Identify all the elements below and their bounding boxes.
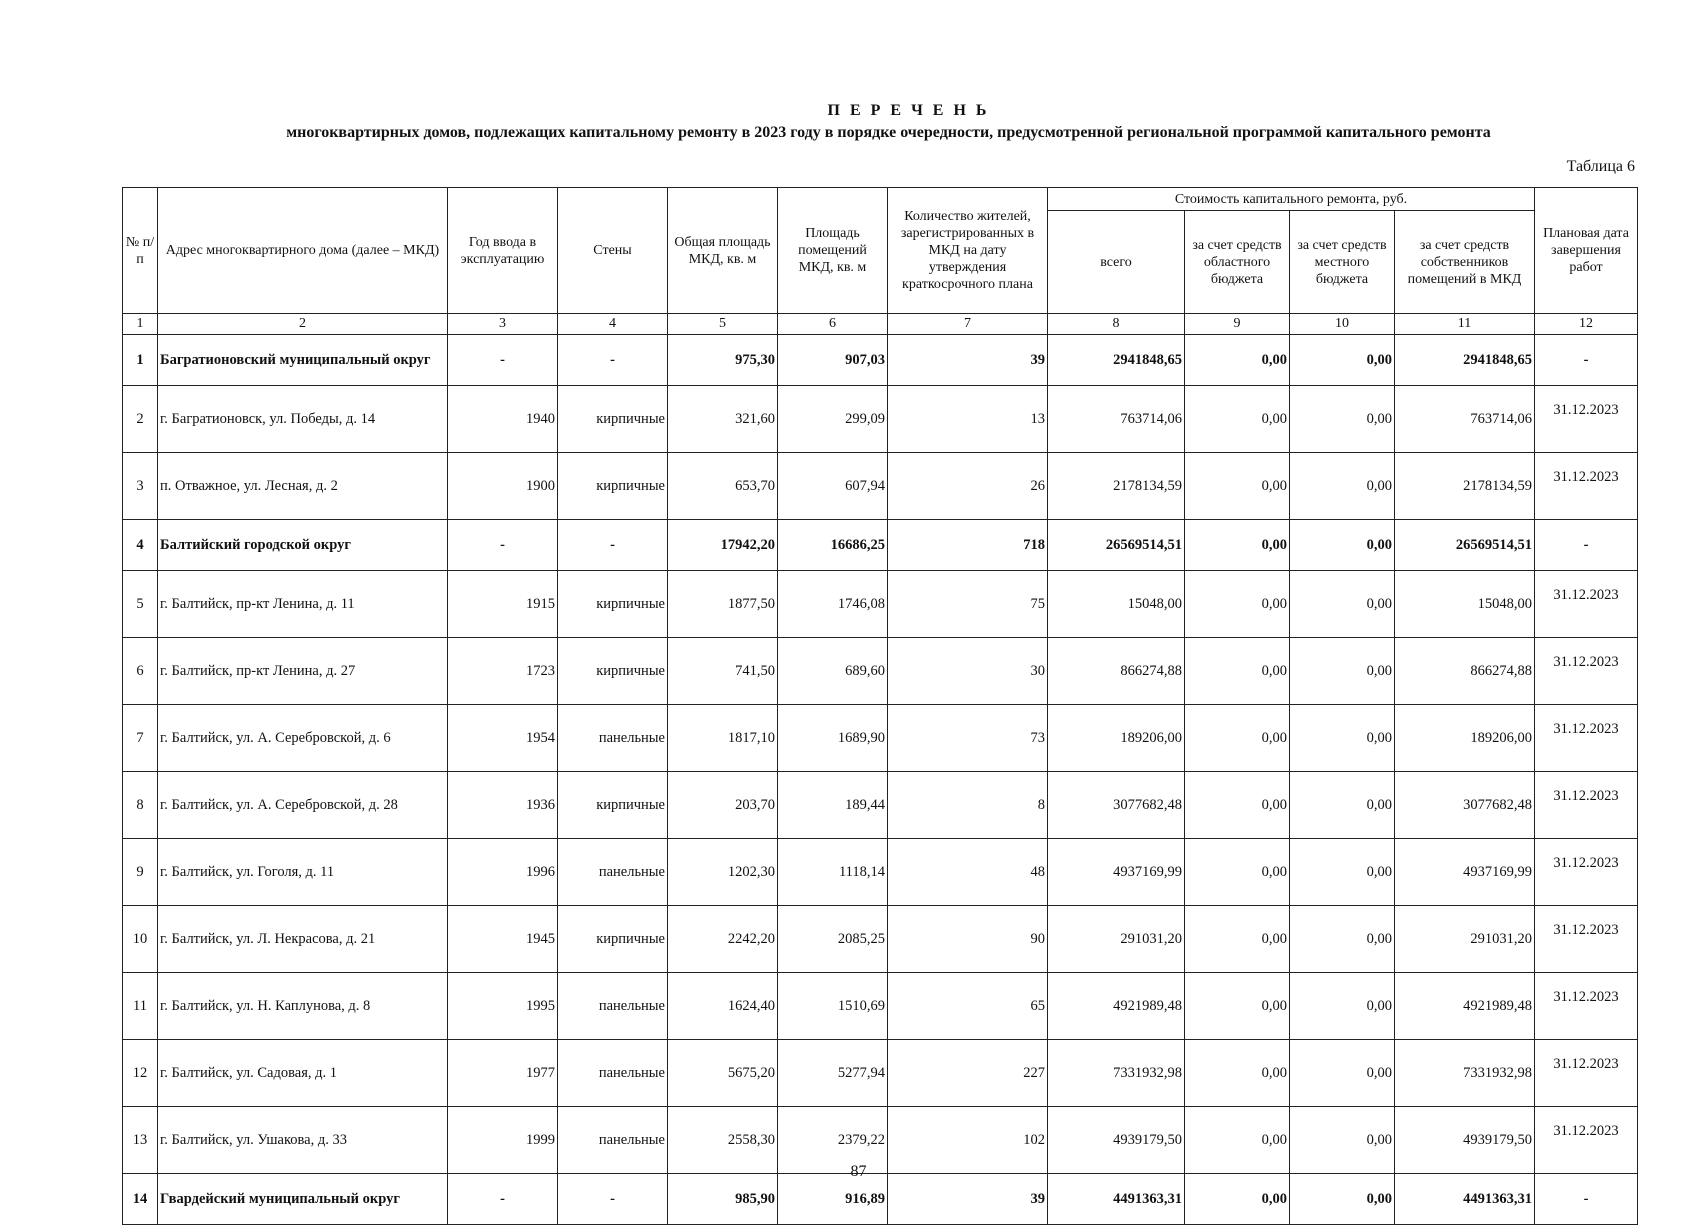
header-walls: Стены	[558, 188, 668, 314]
year-cell: 1723	[448, 638, 558, 705]
column-number: 9	[1185, 314, 1290, 335]
column-number: 2	[158, 314, 448, 335]
column-number-row	[123, 314, 1638, 335]
address-cell: Балтийский городской округ	[158, 520, 448, 571]
residents-cell: 90	[888, 906, 1048, 973]
cost-local-cell: 0,00	[1290, 335, 1395, 386]
header-cost-regional: за счет средств областного бюджета	[1185, 211, 1290, 314]
completion-date-cell: 31.12.2023	[1535, 638, 1638, 705]
cost-local-cell: 0,00	[1290, 1040, 1395, 1107]
cost-local-cell: 0,00	[1290, 1174, 1395, 1225]
completion-date-cell: 31.12.2023	[1535, 386, 1638, 453]
year-cell: 1936	[448, 772, 558, 839]
cost-local-cell: 0,00	[1290, 705, 1395, 772]
premises-area-cell: 5277,94	[778, 1040, 888, 1107]
total-area-cell: 1624,40	[668, 973, 778, 1040]
year-cell: -	[448, 335, 558, 386]
cost-total-cell: 4921989,48	[1048, 973, 1185, 1040]
cost-total-cell: 763714,06	[1048, 386, 1185, 453]
completion-date-cell: 31.12.2023	[1535, 772, 1638, 839]
walls-cell: панельные	[558, 1107, 668, 1174]
header-number: № п/п	[123, 188, 158, 314]
row-number: 4	[123, 520, 158, 571]
walls-cell: -	[558, 520, 668, 571]
header-cost-owners: за счет средств собственников помещений в МКД	[1395, 211, 1535, 314]
row-number: 9	[123, 839, 158, 906]
table-row	[123, 839, 1638, 906]
residents-cell: 227	[888, 1040, 1048, 1107]
residents-cell: 65	[888, 973, 1048, 1040]
cost-regional-cell: 0,00	[1185, 839, 1290, 906]
table-row	[123, 906, 1638, 973]
walls-cell: кирпичные	[558, 453, 668, 520]
cost-local-cell: 0,00	[1290, 1107, 1395, 1174]
table-row-district	[123, 1174, 1638, 1225]
premises-area-cell: 2379,22	[778, 1107, 888, 1174]
cost-total-cell: 4939179,50	[1048, 1107, 1185, 1174]
completion-date-cell: 31.12.2023	[1535, 1107, 1638, 1174]
cost-owners-cell: 2178134,59	[1395, 453, 1535, 520]
walls-cell: панельные	[558, 973, 668, 1040]
column-number: 5	[668, 314, 778, 335]
column-number: 8	[1048, 314, 1185, 335]
repair-list-table	[122, 187, 1638, 1225]
column-number: 12	[1535, 314, 1638, 335]
cost-total-cell: 7331932,98	[1048, 1040, 1185, 1107]
table-row	[123, 705, 1638, 772]
total-area-cell: 653,70	[668, 453, 778, 520]
total-area-cell: 1877,50	[668, 571, 778, 638]
address-cell: г. Балтийск, ул. Ушакова, д. 33	[158, 1107, 448, 1174]
address-cell: г. Балтийск, пр-кт Ленина, д. 11	[158, 571, 448, 638]
column-number: 6	[778, 314, 888, 335]
table-row	[123, 453, 1638, 520]
address-cell: Багратионовский муниципальный округ	[158, 335, 448, 386]
cost-owners-cell: 2941848,65	[1395, 335, 1535, 386]
document-title: П Е Р Е Ч Е Н Ь	[827, 102, 990, 119]
row-number: 11	[123, 973, 158, 1040]
header-cost-local: за счет средств местного бюджета	[1290, 211, 1395, 314]
completion-date-cell: 31.12.2023	[1535, 453, 1638, 520]
cost-owners-cell: 7331932,98	[1395, 1040, 1535, 1107]
column-number: 10	[1290, 314, 1395, 335]
column-number: 3	[448, 314, 558, 335]
page-number: 87	[850, 1163, 867, 1180]
row-number: 14	[123, 1174, 158, 1225]
cost-total-cell: 4937169,99	[1048, 839, 1185, 906]
address-cell: г. Балтийск, пр-кт Ленина, д. 27	[158, 638, 448, 705]
year-cell: 1954	[448, 705, 558, 772]
cost-total-cell: 4491363,31	[1048, 1174, 1185, 1225]
total-area-cell: 741,50	[668, 638, 778, 705]
table-row-district	[123, 335, 1638, 386]
header-year: Год ввода в эксплуатацию	[448, 188, 558, 314]
cost-owners-cell: 15048,00	[1395, 571, 1535, 638]
cost-local-cell: 0,00	[1290, 839, 1395, 906]
row-number: 5	[123, 571, 158, 638]
completion-date-cell: 31.12.2023	[1535, 839, 1638, 906]
year-cell: 1940	[448, 386, 558, 453]
walls-cell: кирпичные	[558, 906, 668, 973]
residents-cell: 39	[888, 1174, 1048, 1225]
residents-cell: 26	[888, 453, 1048, 520]
cost-local-cell: 0,00	[1290, 453, 1395, 520]
address-cell: г. Багратионовск, ул. Победы, д. 14	[158, 386, 448, 453]
total-area-cell: 1202,30	[668, 839, 778, 906]
cost-owners-cell: 26569514,51	[1395, 520, 1535, 571]
column-number: 1	[123, 314, 158, 335]
total-area-cell: 975,30	[668, 335, 778, 386]
address-cell: Гвардейский муниципальный округ	[158, 1174, 448, 1225]
document-subtitle: многоквартирных домов, подлежащих капитальному ремонту в 2023 году в порядке очередности, предусмотренной региональной программой капитального ремонта	[286, 124, 1491, 141]
completion-date-cell: 31.12.2023	[1535, 571, 1638, 638]
cost-regional-cell: 0,00	[1185, 571, 1290, 638]
total-area-cell: 2558,30	[668, 1107, 778, 1174]
residents-cell: 102	[888, 1107, 1048, 1174]
row-number: 1	[123, 335, 158, 386]
cost-total-cell: 26569514,51	[1048, 520, 1185, 571]
cost-local-cell: 0,00	[1290, 772, 1395, 839]
walls-cell: панельные	[558, 839, 668, 906]
walls-cell: -	[558, 1174, 668, 1225]
total-area-cell: 5675,20	[668, 1040, 778, 1107]
total-area-cell: 17942,20	[668, 520, 778, 571]
residents-cell: 30	[888, 638, 1048, 705]
cost-owners-cell: 866274,88	[1395, 638, 1535, 705]
premises-area-cell: 607,94	[778, 453, 888, 520]
header-address: Адрес многоквартирного дома (далее – МКД)	[158, 188, 448, 314]
row-number: 13	[123, 1107, 158, 1174]
cost-local-cell: 0,00	[1290, 571, 1395, 638]
cost-regional-cell: 0,00	[1185, 973, 1290, 1040]
total-area-cell: 203,70	[668, 772, 778, 839]
row-number: 10	[123, 906, 158, 973]
column-number: 7	[888, 314, 1048, 335]
walls-cell: кирпичные	[558, 386, 668, 453]
cost-regional-cell: 0,00	[1185, 335, 1290, 386]
cost-owners-cell: 4491363,31	[1395, 1174, 1535, 1225]
year-cell: 1995	[448, 973, 558, 1040]
cost-local-cell: 0,00	[1290, 973, 1395, 1040]
completion-date-cell: 31.12.2023	[1535, 906, 1638, 973]
completion-date-cell: 31.12.2023	[1535, 1040, 1638, 1107]
year-cell: 1900	[448, 453, 558, 520]
address-cell: г. Балтийск, ул. Гоголя, д. 11	[158, 839, 448, 906]
walls-cell: панельные	[558, 705, 668, 772]
premises-area-cell: 1118,14	[778, 839, 888, 906]
cost-regional-cell: 0,00	[1185, 520, 1290, 571]
premises-area-cell: 1689,90	[778, 705, 888, 772]
premises-area-cell: 1746,08	[778, 571, 888, 638]
table-row	[123, 571, 1638, 638]
header-premises-area: Площадь помещений МКД, кв. м	[778, 188, 888, 314]
walls-cell: кирпичные	[558, 638, 668, 705]
table-row-district	[123, 520, 1638, 571]
cost-owners-cell: 4939179,50	[1395, 1107, 1535, 1174]
premises-area-cell: 16686,25	[778, 520, 888, 571]
table-row	[123, 772, 1638, 839]
year-cell: 1996	[448, 839, 558, 906]
total-area-cell: 2242,20	[668, 906, 778, 973]
row-number: 6	[123, 638, 158, 705]
column-number: 11	[1395, 314, 1535, 335]
table-row	[123, 386, 1638, 453]
table-label: Таблица 6	[1566, 158, 1635, 175]
residents-cell: 48	[888, 839, 1048, 906]
total-area-cell: 1817,10	[668, 705, 778, 772]
cost-local-cell: 0,00	[1290, 638, 1395, 705]
residents-cell: 8	[888, 772, 1048, 839]
cost-owners-cell: 291031,20	[1395, 906, 1535, 973]
premises-area-cell: 916,89	[778, 1174, 888, 1225]
address-cell: г. Балтийск, ул. Н. Каплунова, д. 8	[158, 973, 448, 1040]
total-area-cell: 321,60	[668, 386, 778, 453]
year-cell: -	[448, 1174, 558, 1225]
completion-date-cell: 31.12.2023	[1535, 973, 1638, 1040]
cost-total-cell: 189206,00	[1048, 705, 1185, 772]
cost-total-cell: 866274,88	[1048, 638, 1185, 705]
cost-total-cell: 15048,00	[1048, 571, 1185, 638]
premises-area-cell: 689,60	[778, 638, 888, 705]
cost-regional-cell: 0,00	[1185, 453, 1290, 520]
cost-total-cell: 2941848,65	[1048, 335, 1185, 386]
residents-cell: 73	[888, 705, 1048, 772]
column-number: 4	[558, 314, 668, 335]
premises-area-cell: 189,44	[778, 772, 888, 839]
header-cost-group: Стоимость капитального ремонта, руб.	[1048, 188, 1535, 211]
residents-cell: 718	[888, 520, 1048, 571]
table-row	[123, 973, 1638, 1040]
residents-cell: 75	[888, 571, 1048, 638]
table-row	[123, 638, 1638, 705]
cost-local-cell: 0,00	[1290, 520, 1395, 571]
walls-cell: кирпичные	[558, 571, 668, 638]
address-cell: п. Отважное, ул. Лесная, д. 2	[158, 453, 448, 520]
row-number: 3	[123, 453, 158, 520]
header-row	[123, 188, 1638, 211]
address-cell: г. Балтийск, ул. Садовая, д. 1	[158, 1040, 448, 1107]
completion-date-cell: 31.12.2023	[1535, 705, 1638, 772]
cost-regional-cell: 0,00	[1185, 1174, 1290, 1225]
walls-cell: -	[558, 335, 668, 386]
table-row	[123, 1040, 1638, 1107]
completion-date-cell: -	[1535, 335, 1638, 386]
row-number: 2	[123, 386, 158, 453]
cost-owners-cell: 189206,00	[1395, 705, 1535, 772]
cost-regional-cell: 0,00	[1185, 772, 1290, 839]
header-completion-date: Плановая дата завершения работ	[1535, 188, 1638, 314]
row-number: 7	[123, 705, 158, 772]
header-residents: Количество жителей, зарегистрированных в МКД на дату утверждения краткосрочного плана	[888, 188, 1048, 314]
year-cell: 1915	[448, 571, 558, 638]
cost-owners-cell: 763714,06	[1395, 386, 1535, 453]
cost-total-cell: 2178134,59	[1048, 453, 1185, 520]
residents-cell: 13	[888, 386, 1048, 453]
address-cell: г. Балтийск, ул. А. Серебровской, д. 6	[158, 705, 448, 772]
cost-owners-cell: 4921989,48	[1395, 973, 1535, 1040]
cost-regional-cell: 0,00	[1185, 386, 1290, 453]
address-cell: г. Балтийск, ул. Л. Некрасова, д. 21	[158, 906, 448, 973]
cost-regional-cell: 0,00	[1185, 638, 1290, 705]
cost-regional-cell: 0,00	[1185, 705, 1290, 772]
cost-owners-cell: 4937169,99	[1395, 839, 1535, 906]
residents-cell: 39	[888, 335, 1048, 386]
cost-local-cell: 0,00	[1290, 386, 1395, 453]
year-cell: 1977	[448, 1040, 558, 1107]
walls-cell: панельные	[558, 1040, 668, 1107]
cost-regional-cell: 0,00	[1185, 906, 1290, 973]
total-area-cell: 985,90	[668, 1174, 778, 1225]
header-cost-total: всего	[1048, 211, 1185, 314]
cost-regional-cell: 0,00	[1185, 1107, 1290, 1174]
premises-area-cell: 1510,69	[778, 973, 888, 1040]
year-cell: 1999	[448, 1107, 558, 1174]
address-cell: г. Балтийск, ул. А. Серебровской, д. 28	[158, 772, 448, 839]
premises-area-cell: 907,03	[778, 335, 888, 386]
walls-cell: кирпичные	[558, 772, 668, 839]
cost-total-cell: 291031,20	[1048, 906, 1185, 973]
premises-area-cell: 299,09	[778, 386, 888, 453]
cost-owners-cell: 3077682,48	[1395, 772, 1535, 839]
premises-area-cell: 2085,25	[778, 906, 888, 973]
cost-local-cell: 0,00	[1290, 906, 1395, 973]
cost-regional-cell: 0,00	[1185, 1040, 1290, 1107]
row-number: 12	[123, 1040, 158, 1107]
header-total-area: Общая площадь МКД, кв. м	[668, 188, 778, 314]
row-number: 8	[123, 772, 158, 839]
cost-total-cell: 3077682,48	[1048, 772, 1185, 839]
year-cell: -	[448, 520, 558, 571]
completion-date-cell: -	[1535, 520, 1638, 571]
completion-date-cell: -	[1535, 1174, 1638, 1225]
year-cell: 1945	[448, 906, 558, 973]
